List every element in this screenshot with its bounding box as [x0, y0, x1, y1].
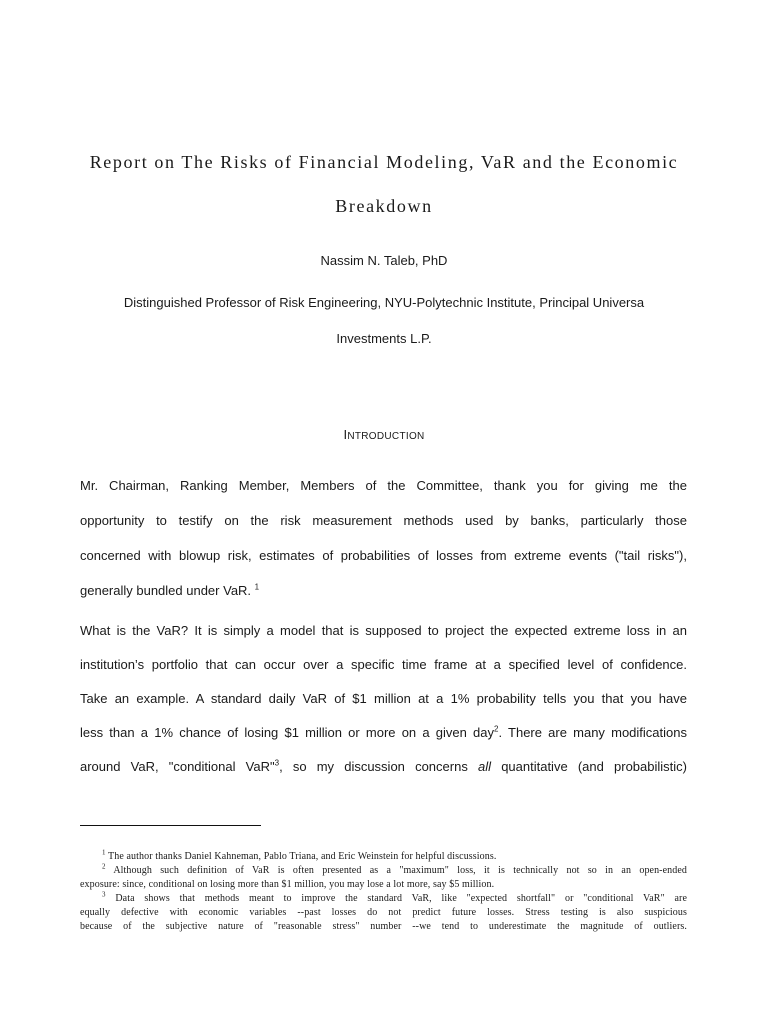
paragraph-2-line-5-emphasis: all [478, 759, 492, 774]
author-affiliation-line-1: Distinguished Professor of Risk Engineering, NYU-Polytechnic Institute, Principal Universa [123, 295, 645, 310]
footnote-ref-1[interactable]: 1 [254, 582, 260, 592]
footnote-3-line-3: because of the subjective nature of "reasonable stress" number --we tend to underestimate the magnitude of outliers. [80, 921, 687, 932]
footnote-3-line-1 [80, 890, 687, 904]
paragraph-2-line-5-text-b: , so my discussion concerns [279, 759, 468, 774]
document-title-line-2: Breakdown [335, 196, 433, 216]
footnote-3-number: 3 [102, 890, 106, 899]
footnote-3-text-line-1: Data shows that methods meant to improve the standard VaR, like "expected shortfall" or "conditional VaR" are [115, 893, 687, 904]
paragraph-2-line-5 [80, 759, 687, 774]
paragraph-1-last-text: generally bundled under VaR. [80, 583, 252, 598]
paragraph-2-line-4 [80, 725, 687, 740]
section-heading-introduction [40, 426, 728, 444]
footnote-1-number: 1 [102, 848, 106, 857]
footnote-2-line-2: exposure: since, conditional on losing more than $1 million, you may lose a lot more, say $5 million. [80, 879, 495, 890]
footnote-2-line-1 [80, 862, 687, 876]
paragraph-1-line-3: concerned with blowup risk, estimates of probabilities of losses from extreme events ("tail risks"), [80, 548, 687, 563]
footnote-2-text-line-1: Although such definition of VaR is often presented as a "maximum" loss, it is technically not so in an open-ended [113, 865, 687, 876]
paragraph-2-line-5-text-a: around VaR, "conditional VaR" [80, 759, 275, 774]
paragraph-2-line-4-text-b: . There are many modifications [498, 725, 687, 740]
footnote-1 [80, 848, 687, 862]
footnote-ref-3[interactable]: 3 [274, 758, 280, 768]
author-name: Nassim N. Taleb, PhD [320, 253, 448, 268]
footnote-2-number: 2 [102, 862, 106, 871]
section-heading-rest: NTRODUCTION [347, 431, 425, 442]
paragraph-2-line-5-text-c: quantitative (and probabilistic) [501, 759, 687, 774]
paragraph-2-line-4-text-a: less than a 1% chance of losing $1 million or more on a given day [80, 725, 494, 740]
author-affiliation-line-2: Investments L.P. [336, 331, 432, 346]
paragraph-2-line-1: What is the VaR? It is simply a model that is supposed to project the expected extreme loss in an [80, 623, 687, 638]
footnote-3-line-2: equally defective with economic variables --past losses do not predict future losses. Stress testing is also suspicious [80, 907, 687, 918]
footnote-separator [80, 825, 261, 826]
section-heading-first-letter: I [343, 427, 348, 442]
paragraph-2-line-3: Take an example. A standard daily VaR of $1 million at a 1% probability tells you that you have [80, 691, 687, 706]
footnote-1-text: The author thanks Daniel Kahneman, Pablo Triana, and Eric Weinstein for helpful discussions. [108, 851, 497, 862]
document-title-line-1: Report on The Risks of Financial Modeling, VaR and the Economic [89, 152, 679, 172]
paragraph-1-line-4 [80, 583, 687, 598]
paragraph-1-line-2: opportunity to testify on the risk measurement methods used by banks, particularly those [80, 513, 687, 528]
footnote-ref-2[interactable]: 2 [494, 724, 499, 734]
paragraph-1-line-1: Mr. Chairman, Ranking Member, Members of the Committee, thank you for giving me the [80, 478, 687, 493]
paragraph-2-line-2: institution’s portfolio that can occur over a specific time frame at a specified level of confidence. [80, 657, 687, 672]
